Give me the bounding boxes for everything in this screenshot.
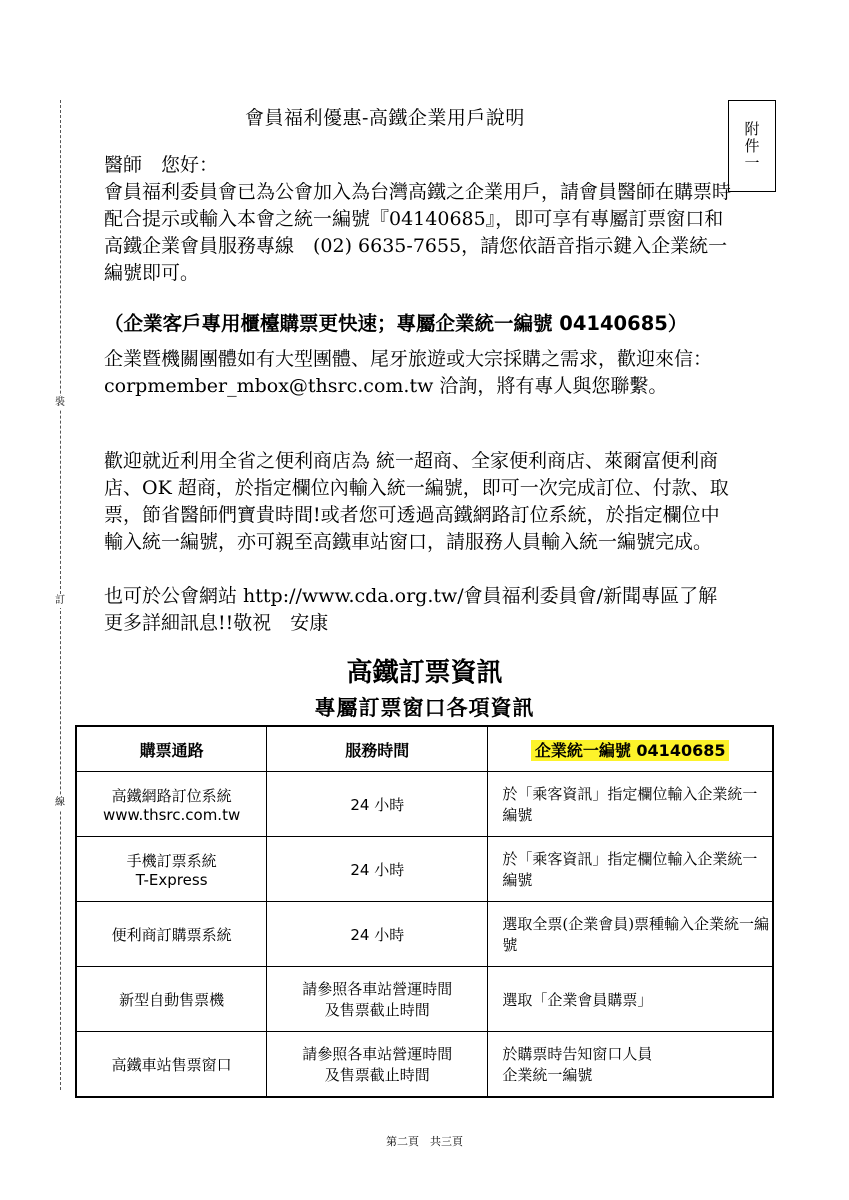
hours-line-2: 及售票截止時間 (324, 1066, 430, 1084)
paragraph-group-contact: 企業暨機關團體如有大型團體、尾牙旅遊或大宗採購之需求，歡迎來信：corpmember_mbox@thsrc.com.tw 洽詢，將有專人與您聯繫。 (104, 348, 713, 397)
cell-hours: 24 小時 (267, 772, 488, 837)
table-row (76, 967, 773, 1032)
section-title: 高鐵訂票資訊 (346, 658, 503, 688)
method-line-2: 企業統一編號 (502, 1066, 593, 1084)
paragraph-membership: 會員福利委員會已為公會加入為台灣高鐵之企業用戶，請會員醫師在購票時配合提示或輸入本會之統一編號『04140685』，即可享有專屬訂票窗口和高鐵企業會員服務專線 (02) 6635-7655，請您依語音指示鍵入企業統一編號即可。 (104, 181, 732, 284)
cell-channel (76, 772, 267, 837)
paragraph-convenience-store: 歡迎就近利用全省之便利商店為 統一超商、全家便利商店、萊爾富便利商店、OK 超商，於指定欄位內輸入統一編號，即可一次完成訂位、付款、取票，節省醫師們寶貴時間!或者您可透過高鐵網路訂位系統，於指定欄位中輸入統一編號，亦可親至高鐵車站窗口，請服務人員輸入統一編號完成。 (104, 450, 729, 553)
cell-channel: 高鐵車站售票窗口 (76, 1032, 267, 1098)
page-footer: 第二頁 共三頁 (386, 1135, 463, 1148)
cell-hours: 24 小時 (267, 837, 488, 902)
binding-mark-3: 線 (52, 796, 68, 810)
cell-hours (267, 967, 488, 1032)
table-header-row (76, 726, 773, 772)
cell-method: 選取「企業會員購票」 (488, 967, 773, 1032)
tax-id-highlight: 企業統一編號 04140685 (531, 740, 730, 761)
cell-channel: 新型自動售票機 (76, 967, 267, 1032)
method-line-1: 於購票時告知窗口人員 (502, 1045, 653, 1063)
table-row (76, 1032, 773, 1098)
hours-line-2: 及售票截止時間 (324, 1001, 430, 1019)
greeting: 醫師 您好： (104, 154, 219, 176)
highlight-notice: （企業客戶專用櫃檯購票更快速；專屬企業統一編號 04140685） (104, 312, 688, 335)
header-tax-id (488, 726, 773, 772)
paragraph-website: 也可於公會網站 http://www.cda.org.tw/會員福利委員會/新聞專區了解更多詳細訊息!!敬祝 安康 (104, 585, 718, 634)
table-row (76, 902, 773, 967)
document-title: 會員福利優惠-高鐵企業用戶說明 (245, 107, 525, 129)
channel-app: T-Express (135, 870, 208, 889)
attachment-label-box (728, 100, 776, 192)
binding-mark-2: 訂 (52, 594, 68, 608)
hours-line-1: 請參照各車站營運時間 (302, 1045, 453, 1063)
binding-mark-1: 裝 (52, 396, 68, 410)
channel-url: www.thsrc.com.tw (103, 805, 241, 824)
cell-hours: 24 小時 (267, 902, 488, 967)
channel-name: 手機訂票系統 (126, 851, 217, 870)
header-channel: 購票通路 (76, 726, 267, 772)
cell-method (488, 1032, 773, 1098)
cell-method: 選取全票(企業會員)票種輸入企業統一編號 (488, 902, 773, 967)
table-row (76, 772, 773, 837)
section-subtitle: 專屬訂票窗口各項資訊 (314, 695, 535, 720)
header-hours: 服務時間 (267, 726, 488, 772)
channel-name: 高鐵網路訂位系統 (111, 786, 232, 805)
cell-hours (267, 1032, 488, 1098)
cell-channel (76, 837, 267, 902)
cell-method: 於「乘客資訊」指定欄位輸入企業統一編號 (488, 772, 773, 837)
cell-method: 於「乘客資訊」指定欄位輸入企業統一編號 (488, 837, 773, 902)
cell-channel: 便利商訂購票系統 (76, 902, 267, 967)
hours-line-1: 請參照各車站營運時間 (302, 980, 453, 998)
attachment-label: 附件一 (742, 120, 761, 172)
booking-info-table (75, 725, 774, 1098)
table-row (76, 837, 773, 902)
